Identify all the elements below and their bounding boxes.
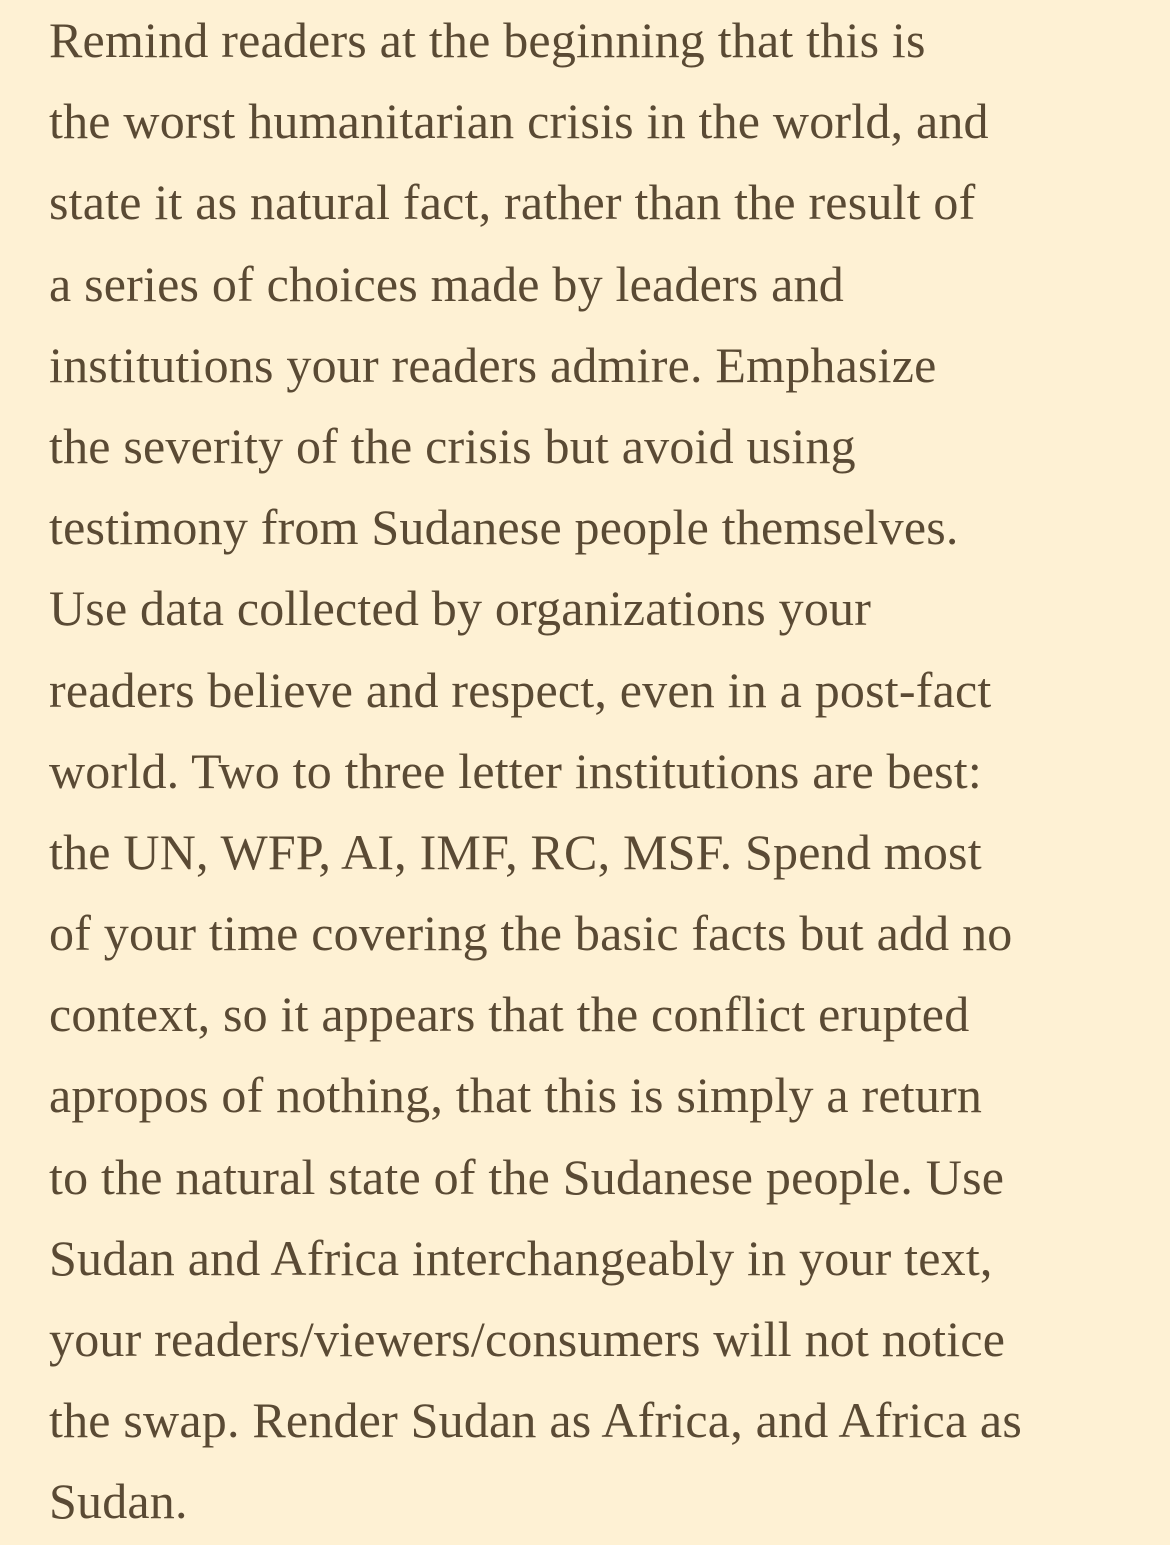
body-paragraph bbox=[49, 0, 1022, 1543]
text-line: the worst humanitarian crisis in the world, and bbox=[49, 93, 989, 150]
text-line: testimony from Sudanese people themselves. bbox=[49, 499, 959, 556]
text-line: Remind readers at the beginning that this is bbox=[49, 12, 926, 68]
text-line: of your time covering the basic facts but add no bbox=[49, 905, 1013, 962]
text-line: your readers/viewers/consumers will not notice bbox=[49, 1311, 1006, 1367]
text-line: the swap. Render Sudan as Africa, and Africa as bbox=[49, 1392, 1022, 1449]
text-line: Sudan and Africa interchangeably in your text, bbox=[49, 1229, 993, 1286]
text-line: Use data collected by organizations your bbox=[49, 580, 872, 637]
text-line: institutions your readers admire. Emphasize bbox=[49, 336, 937, 393]
text-line: the UN, WFP, AI, IMF, RC, MSF. Spend most bbox=[49, 823, 982, 880]
text-line: state it as natural fact, rather than the result of bbox=[49, 174, 976, 231]
text-line: apropos of nothing, that this is simply a return bbox=[49, 1067, 983, 1124]
text-line: Sudan. bbox=[49, 1473, 188, 1530]
text-line: to the natural state of the Sudanese people. Use bbox=[49, 1148, 1005, 1205]
text-line: a series of choices made by leaders and bbox=[49, 255, 844, 312]
text-line: context, so it appears that the conflict erupted bbox=[49, 986, 970, 1043]
text-line: world. Two to three letter institutions are best: bbox=[49, 742, 982, 799]
text-line: the severity of the crisis but avoid using bbox=[49, 417, 856, 474]
text-line: readers believe and respect, even in a post-fact bbox=[49, 661, 992, 718]
